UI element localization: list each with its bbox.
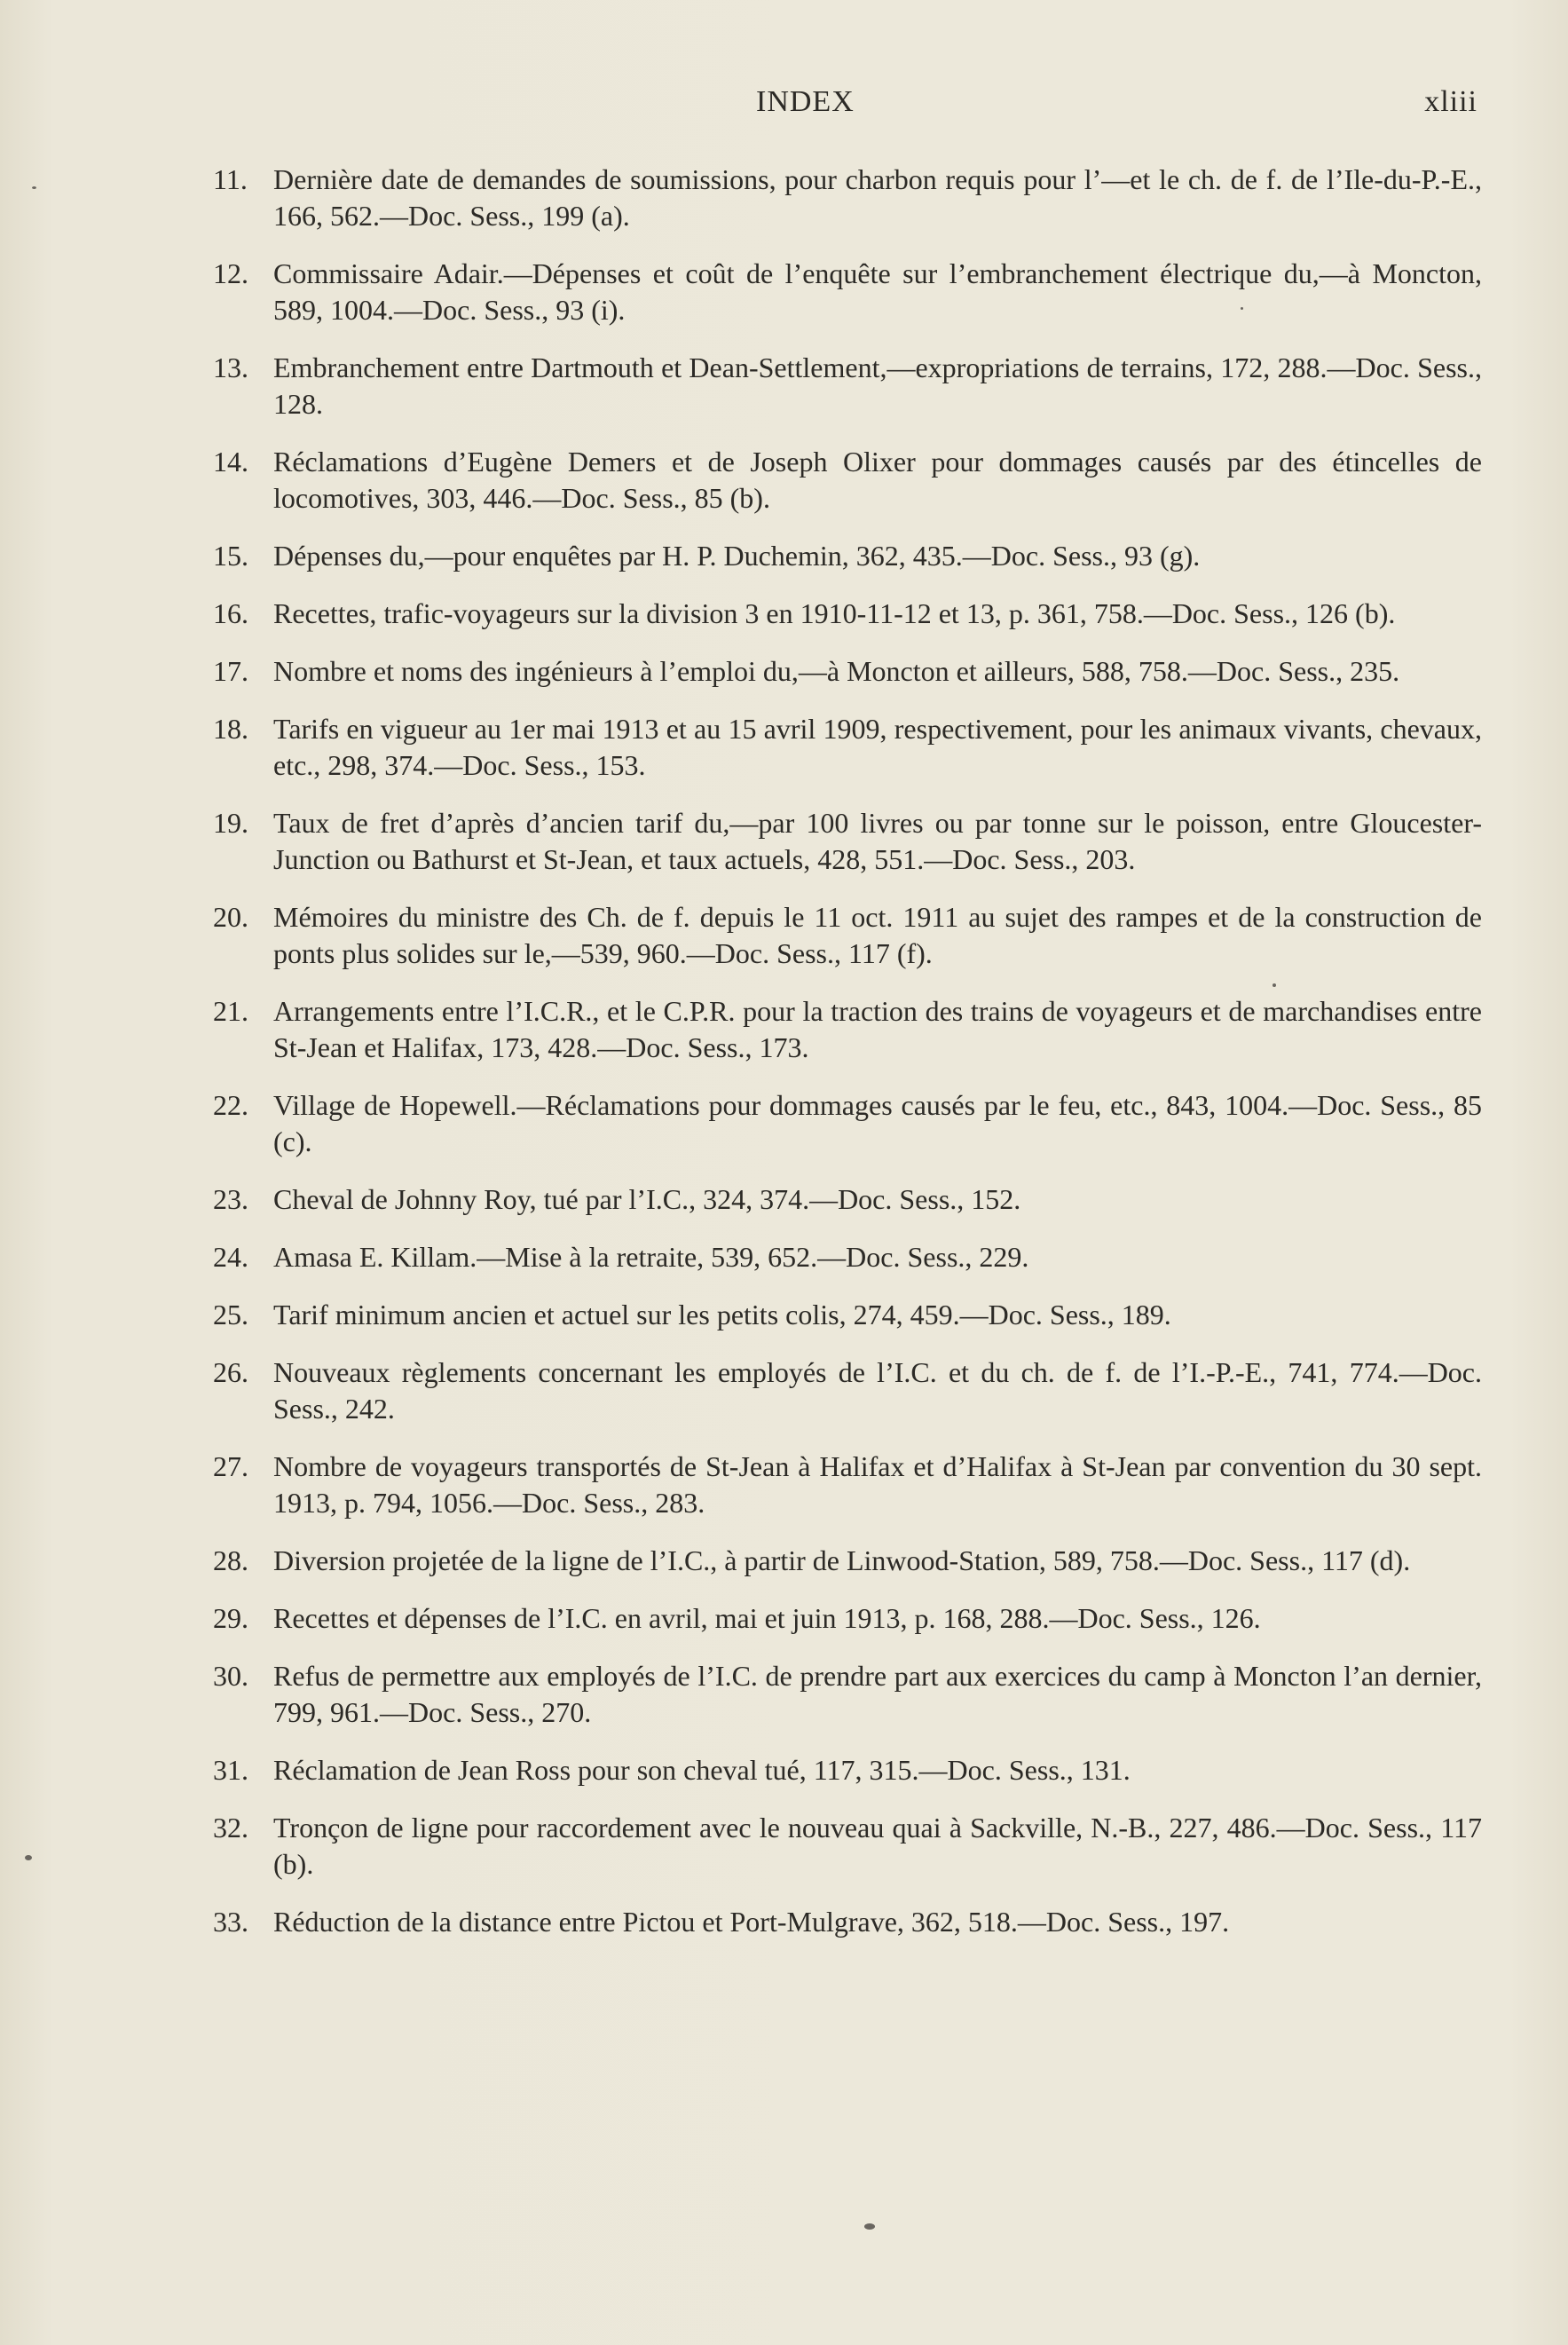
index-entry bbox=[213, 1752, 1482, 1788]
entry-text: Taux de fret d’après d’ancien tarif du,—par 100 livres ou par tonne sur le poisson, entre Gloucester-Junction ou Bathurst et St-Jean, et taux actuels, 428, 551.—Doc. Sess., 203. bbox=[273, 807, 1482, 875]
index-entry bbox=[213, 653, 1482, 690]
entry-text: Recettes, trafic-voyageurs sur la division 3 en 1910-11-12 et 13, p. 361, 758.—Doc. Sess., 126 (b). bbox=[273, 597, 1396, 629]
index-entry bbox=[213, 1297, 1482, 1333]
index-entry bbox=[213, 256, 1482, 328]
entry-text: Amasa E. Killam.—Mise à la retraite, 539, 652.—Doc. Sess., 229. bbox=[273, 1241, 1029, 1273]
entry-number: 13. bbox=[213, 351, 248, 383]
entry-number: 16. bbox=[213, 597, 248, 629]
entry-text: Tronçon de ligne pour raccordement avec le nouveau quai à Sackville, N.-B., 227, 486.—Doc. Sess., 117 (b). bbox=[273, 1812, 1482, 1880]
entry-text: Réclamations d’Eugène Demers et de Joseph Olixer pour dommages causés par des étincelles de locomotives, 303, 446.—Doc. Sess., 85 (b). bbox=[273, 446, 1482, 514]
entry-number: 28. bbox=[213, 1544, 248, 1576]
entry-number: 18. bbox=[213, 713, 248, 745]
entry-text: Mémoires du ministre des Ch. de f. depuis le 11 oct. 1911 au sujet des rampes et de la construction de ponts plus solides sur le,—539, 960.—Doc. Sess., 117 (f). bbox=[273, 901, 1482, 969]
entry-number: 27. bbox=[213, 1450, 248, 1482]
paper-speck bbox=[25, 1855, 32, 1860]
entry-text: Nombre et noms des ingénieurs à l’emploi du,—à Moncton et ailleurs, 588, 758.—Doc. Sess., 235. bbox=[273, 655, 1400, 687]
entry-number: 12. bbox=[213, 257, 248, 289]
index-entry bbox=[213, 711, 1482, 784]
entry-text: Réclamation de Jean Ross pour son cheval tué, 117, 315.—Doc. Sess., 131. bbox=[273, 1754, 1131, 1786]
index-entry bbox=[213, 596, 1482, 632]
entry-number: 21. bbox=[213, 995, 248, 1027]
entry-text: Dernière date de demandes de soumissions, pour charbon requis pour l’—et le ch. de f. de l’Ile-du-P.-E., 166, 562.—Doc. Sess., 199 (a). bbox=[273, 163, 1482, 232]
index-entry bbox=[213, 1658, 1482, 1731]
paper-speck bbox=[1241, 307, 1243, 310]
entry-number: 14. bbox=[213, 446, 248, 478]
entry-text: Recettes et dépenses de l’I.C. en avril, mai et juin 1913, p. 168, 288.—Doc. Sess., 126. bbox=[273, 1602, 1261, 1634]
entry-number: 20. bbox=[213, 901, 248, 933]
index-entry bbox=[213, 1449, 1482, 1521]
entry-number: 22. bbox=[213, 1089, 248, 1121]
entry-number: 32. bbox=[213, 1812, 248, 1844]
entry-number: 19. bbox=[213, 807, 248, 839]
index-entry bbox=[213, 805, 1482, 878]
index-entry bbox=[213, 538, 1482, 574]
page-number: xliii bbox=[1424, 85, 1477, 118]
entry-number: 25. bbox=[213, 1299, 248, 1330]
paper-speck bbox=[32, 186, 36, 189]
entry-text: Refus de permettre aux employés de l’I.C. de prendre part aux exercices du camp à Moncton l’an dernier, 799, 961.—Doc. Sess., 270. bbox=[273, 1660, 1482, 1728]
entry-number: 29. bbox=[213, 1602, 248, 1634]
entry-text: Réduction de la distance entre Pictou et Port-Mulgrave, 362, 518.—Doc. Sess., 197. bbox=[273, 1906, 1230, 1938]
entry-text: Nombre de voyageurs transportés de St-Jean à Halifax et d’Halifax à St-Jean par convention du 30 sept. 1913, p. 794, 1056.—Doc. Sess., 283. bbox=[273, 1450, 1482, 1519]
paper-speck bbox=[1273, 983, 1276, 987]
entry-text: Commissaire Adair.—Dépenses et coût de l’enquête sur l’embranchement électrique du,—à Moncton, 589, 1004.—Doc. Sess., 93 (i). bbox=[273, 257, 1482, 326]
entry-number: 17. bbox=[213, 655, 248, 687]
index-entry bbox=[213, 1354, 1482, 1427]
entry-number: 30. bbox=[213, 1660, 248, 1692]
index-entry bbox=[213, 1543, 1482, 1579]
paper-speck bbox=[864, 2223, 875, 2230]
entry-text: Nouveaux règlements concernant les employés de l’I.C. et du ch. de f. de l’I.-P.-E., 741, 774.—Doc. Sess., 242. bbox=[273, 1356, 1482, 1425]
index-entry bbox=[213, 444, 1482, 517]
index-entry bbox=[213, 1087, 1482, 1160]
entry-text: Tarifs en vigueur au 1er mai 1913 et au 15 avril 1909, respectivement, pour les animaux vivants, chevaux, etc., 298, 374.—Doc. Sess., 153. bbox=[273, 713, 1482, 781]
index-entry bbox=[213, 1810, 1482, 1883]
entry-number: 11. bbox=[213, 163, 248, 195]
index-entry bbox=[213, 350, 1482, 422]
index-entry bbox=[213, 993, 1482, 1066]
entry-text: Arrangements entre l’I.C.R., et le C.P.R. pour la traction des trains de voyageurs et de marchandises entre St-Jean et Halifax, 173, 428.—Doc. Sess., 173. bbox=[273, 995, 1482, 1063]
index-entry bbox=[213, 162, 1482, 234]
entry-number: 23. bbox=[213, 1183, 248, 1215]
entry-text: Embranchement entre Dartmouth et Dean-Settlement,—expropriations de terrains, 172, 288.—Doc. Sess., 128. bbox=[273, 351, 1482, 420]
entry-number: 15. bbox=[213, 540, 248, 572]
entry-number: 33. bbox=[213, 1906, 248, 1938]
index-entry bbox=[213, 1904, 1482, 1940]
entry-text: Cheval de Johnny Roy, tué par l’I.C., 324, 374.—Doc. Sess., 152. bbox=[273, 1183, 1021, 1215]
index-entry bbox=[213, 1600, 1482, 1637]
entry-text: Tarif minimum ancien et actuel sur les petits colis, 274, 459.—Doc. Sess., 189. bbox=[273, 1299, 1171, 1330]
entry-number: 31. bbox=[213, 1754, 248, 1786]
index-entry bbox=[213, 1181, 1482, 1218]
entry-text: Village de Hopewell.—Réclamations pour dommages causés par le feu, etc., 843, 1004.—Doc. Sess., 85 (c). bbox=[273, 1089, 1482, 1157]
entry-number: 26. bbox=[213, 1356, 248, 1388]
page-title: INDEX bbox=[756, 85, 855, 118]
page-header bbox=[0, 85, 1568, 130]
entry-number: 24. bbox=[213, 1241, 248, 1273]
index-entry bbox=[213, 1239, 1482, 1275]
entry-text: Diversion projetée de la ligne de l’I.C., à partir de Linwood-Station, 589, 758.—Doc. Sess., 117 (d). bbox=[273, 1544, 1411, 1576]
index-entries bbox=[213, 162, 1482, 1962]
index-entry bbox=[213, 899, 1482, 972]
entry-text: Dépenses du,—pour enquêtes par H. P. Duchemin, 362, 435.—Doc. Sess., 93 (g). bbox=[273, 540, 1201, 572]
